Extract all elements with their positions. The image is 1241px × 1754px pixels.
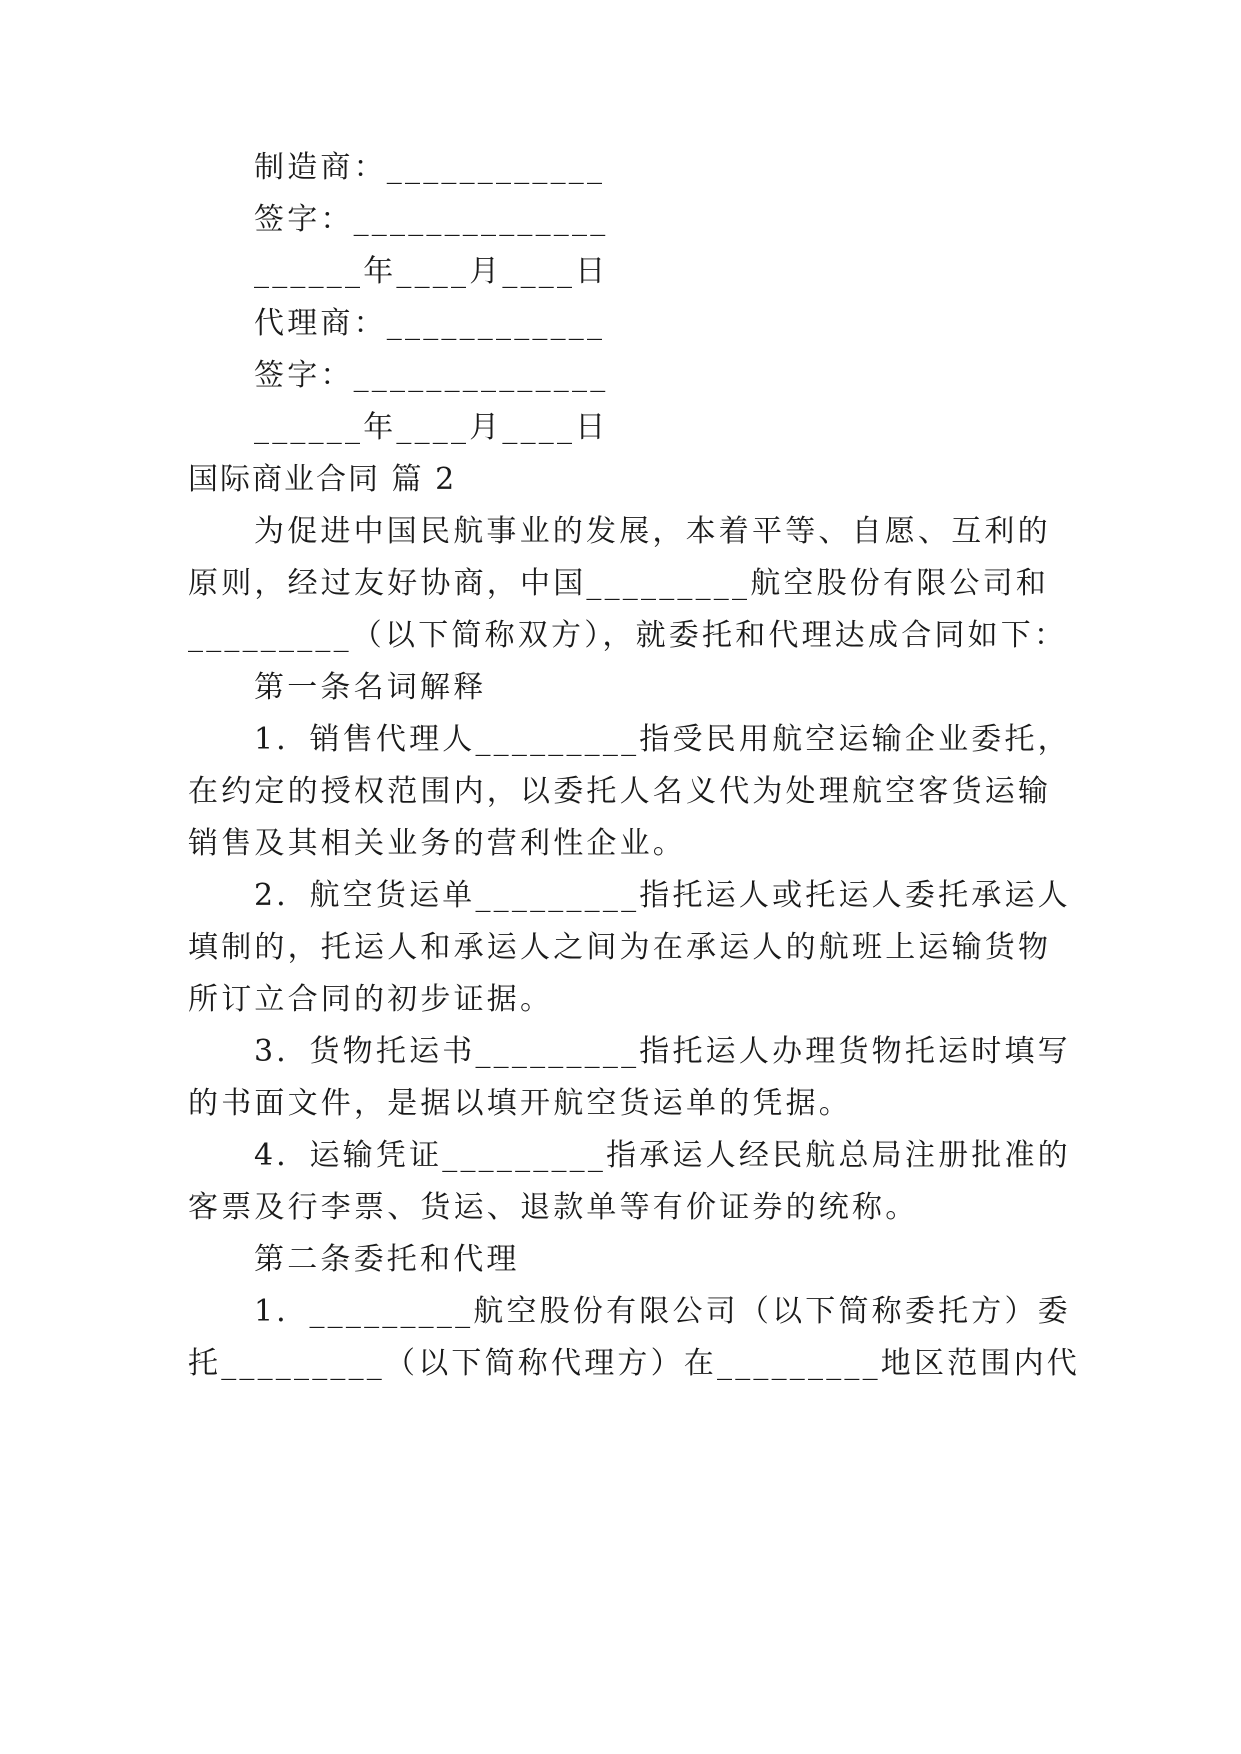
- article1-item1-line-1: 1．销售代理人_________指受民用航空运输企业委托，: [254, 722, 1071, 757]
- article1-item2-line-3: 所订立合同的初步证据。: [188, 982, 554, 1017]
- manufacturer-signature-line: 签字：______________: [254, 202, 609, 237]
- article1-item4-line-1: 4．运输凭证_________指承运人经民航总局注册批准的: [254, 1138, 1071, 1173]
- section-title: 国际商业合同 篇 2: [188, 462, 457, 497]
- article1-item1-line-3: 销售及其相关业务的营利性企业。: [188, 826, 686, 861]
- article1-item3-line-2: 的书面文件，是据以填开航空货运单的凭据。: [188, 1086, 852, 1121]
- article1-title: 第一条名词解释: [254, 670, 487, 705]
- article1-item4-line-2: 客票及行李票、货运、退款单等有价证券的统称。: [188, 1190, 919, 1225]
- article1-item1-line-2: 在约定的授权范围内，以委托人名义代为处理航空客货运输: [188, 774, 1052, 809]
- agent-line: 代理商：____________: [254, 306, 606, 341]
- article1-item2-line-2: 填制的，托运人和承运人之间为在承运人的航班上运输货物: [188, 930, 1052, 965]
- article1-item3-line-1: 3．货物托运书_________指托运人办理货物托运时填写: [254, 1034, 1071, 1069]
- agent-signature-line: 签字：______________: [254, 358, 609, 393]
- intro-line-1: 为促进中国民航事业的发展，本着平等、自愿、互利的: [254, 514, 1051, 549]
- article2-item1-line-2: 托_________（以下简称代理方）在_________地区范围内代: [188, 1346, 1080, 1381]
- article2-title: 第二条委托和代理: [254, 1242, 520, 1277]
- article1-item2-line-1: 2．航空货运单_________指托运人或托运人委托承运人: [254, 878, 1071, 913]
- manufacturer-line: 制造商：____________: [254, 150, 606, 185]
- intro-line-3: _________（以下简称双方），就委托和代理达成合同如下：: [188, 618, 1068, 653]
- article2-item1-line-1: 1．_________航空股份有限公司（以下简称委托方）委: [254, 1294, 1071, 1329]
- agent-date-line: ______年____月____日: [254, 410, 609, 445]
- intro-line-2: 原则，经过友好协商，中国_________航空股份有限公司和: [188, 566, 1049, 601]
- manufacturer-date-line: ______年____月____日: [254, 254, 609, 289]
